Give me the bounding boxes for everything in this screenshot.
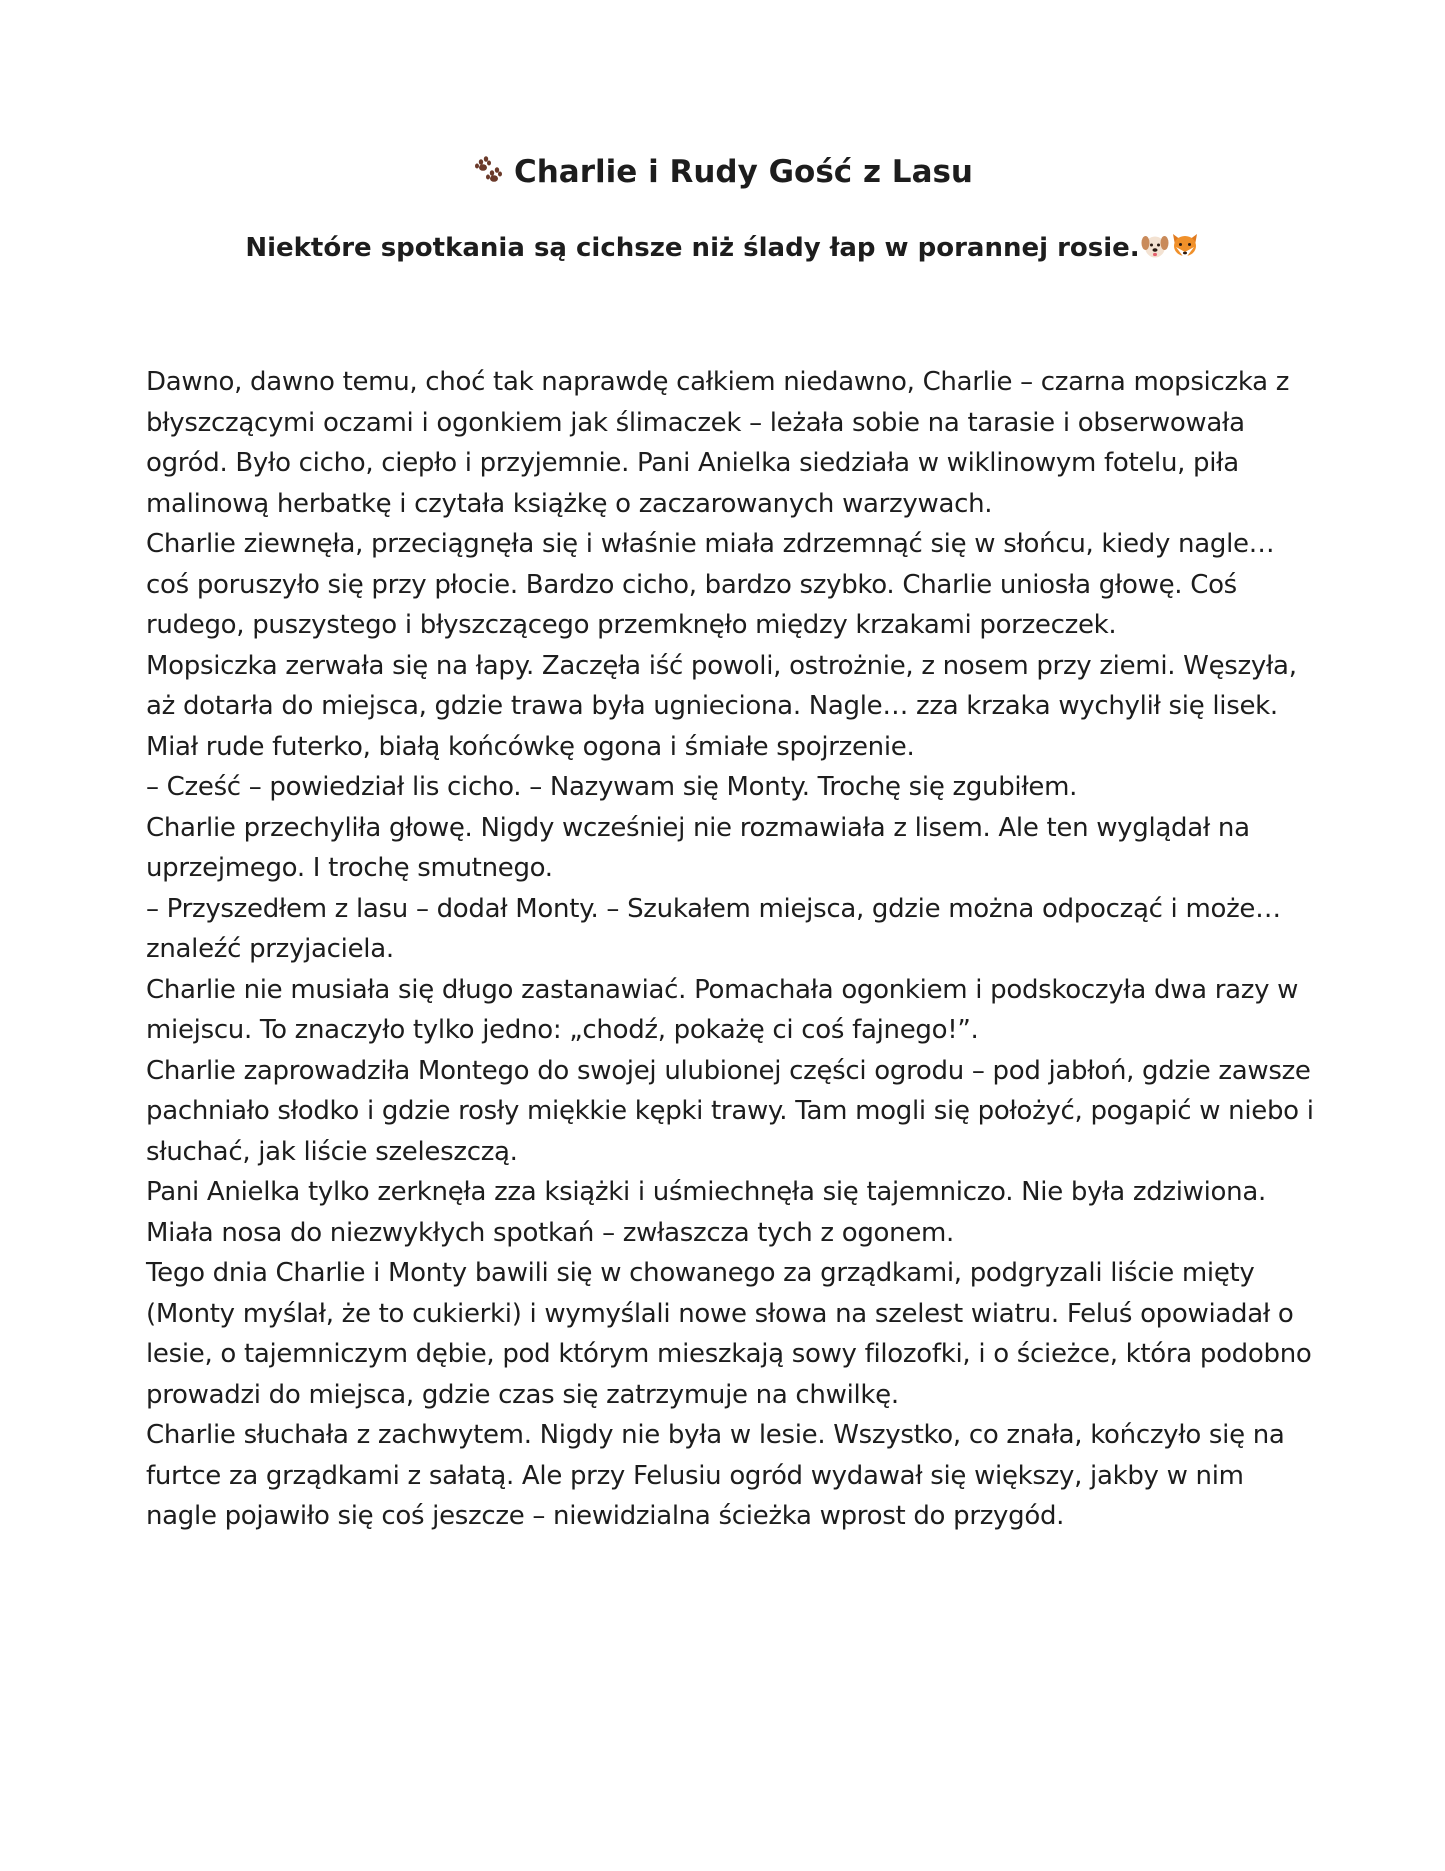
story-paragraph: Mopsiczka zerwała się na łapy. Zaczęła iść powoli, ostrożnie, z nosem przy ziemi. Węszyła, aż dotarła do miejsca, gdzie trawa była ugnieciona. Nagle… zza krzaka wychylił się lisek. Miał rude futerko, białą końcówkę ogona i śmiałe spojrzenie.	[146, 650, 1297, 762]
story-paragraph: Tego dnia Charlie i Monty bawili się w chowanego za grządkami, podgryzali liście mięty (Monty myślał, że to cukierki) i wymyślali nowe słowa na szelest wiatru. Feluś opowiadał o lesie, o tajemniczym dębie, pod którym mieszkają sowy filozofki, i o ścieżce, która podobno prowadzi do miejsca, gdzie czas się zatrzymuje na chwilkę.	[146, 1258, 1312, 1410]
story-paragraph: Charlie zaprowadziła Montego do swojej ulubionej części ogrodu – pod jabłoń, gdzie zawsze pachniało słodko i gdzie rosły miękkie kępki trawy. Tam mogli się położyć, pogapić w niebo i słuchać, jak liście szeleszczą.	[146, 1055, 1314, 1167]
story-paragraph: Charlie przechyliła głowę. Nigdy wcześniej nie rozmawiała z lisem. Ale ten wyglądał na uprzejmego. I trochę smutnego.	[146, 812, 1250, 883]
story-paragraph: Dawno, dawno temu, choć tak naprawdę całkiem niedawno, Charlie – czarna mopsiczka z błyszczącymi oczami i ogonkiem jak ślimaczek – leżała sobie na tarasie i obserwowała ogród. Było cicho, ciepło i przyjemnie. Pani Anielka siedziała w wiklinowym fotelu, piła malinową herbatkę i czytała książkę o zaczarowanych warzywach.	[146, 367, 1290, 519]
story-paragraph: – Przyszedłem z lasu – dodał Monty. – Szukałem miejsca, gdzie można odpocząć i może… znaleźć przyjaciela.	[146, 893, 1281, 964]
story-paragraph: Charlie słuchała z zachwytem. Nigdy nie była w lesie. Wszystko, co znała, kończyło się na furtce za grządkami z sałatą. Ale przy Felusiu ogród wydawał się większy, jakby w nim nagle pojawiło się coś jeszcze – niewidzialna ścieżka wprost do przygód.	[146, 1420, 1285, 1531]
story-title	[0, 150, 1445, 194]
story-paragraph: Charlie nie musiała się długo zastanawiać. Pomachała ogonkiem i podskoczyła dwa razy w miejscu. To znaczyło tylko jedno: „chodź, pokażę ci coś fajnego!”.	[146, 974, 1299, 1045]
fox-face-icon	[1170, 231, 1200, 261]
story-subtitle	[0, 228, 1445, 268]
story-paragraph: – Cześć – powiedział lis cicho. – Nazywam się Monty. Trochę się zgubiłem.	[146, 772, 1078, 802]
story-paragraph: Charlie ziewnęła, przeciągnęła się i właśnie miała zdrzemnąć się w słońcu, kiedy nagle… coś poruszyło się przy płocie. Bardzo cicho, bardzo szybko. Charlie uniosła głowę. Coś rudego, puszystego i błyszczącego przemknęło między krzakami porzeczek.	[146, 529, 1275, 640]
paw-prints-icon	[472, 153, 506, 187]
dog-face-icon	[1140, 231, 1170, 261]
story-title-text: Charlie i Rudy Gość z Lasu	[513, 154, 974, 190]
story-subtitle-text: Niektóre spotkania są cichsze niż ślady łap w porannej rosie.	[245, 233, 1140, 263]
story-body	[146, 362, 1316, 1537]
story-paragraph: Pani Anielka tylko zerknęła zza książki i uśmiechnęła się tajemniczo. Nie była zdziwiona. Miała nosa do niezwykłych spotkań – zwłaszcza tych z ogonem.	[146, 1177, 1266, 1248]
